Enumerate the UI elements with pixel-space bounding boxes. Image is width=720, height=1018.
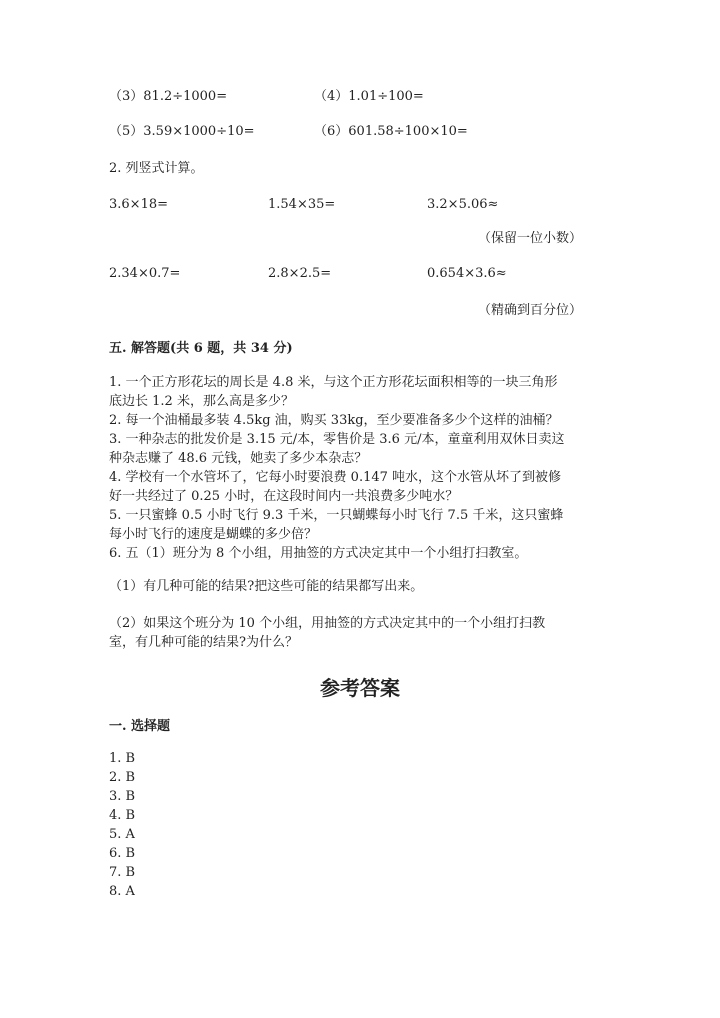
vertical-item: 3.6×18= [109,197,169,212]
problem-line: 3. 一种杂志的批发价是 3.15 元/本，零售价是 3.6 元/本，童童利用双休日卖这 [109,432,565,447]
answers-section-1-title: 一. 选择题 [109,719,171,734]
answer-item: 1. B [109,751,136,766]
answer-item: 2. B [109,770,136,785]
answer-item: 5. A [109,827,135,842]
answer-item: 6. B [109,846,136,861]
calc-item-5: （5）3.59×1000÷10= [109,124,255,139]
problem-line: 好一共经过了 0.25 小时，在这段时间内一共浪费多少吨水？ [109,489,459,504]
sub-question-1: （1）有几种可能的结果?把这些可能的结果都写出来。 [109,579,424,594]
problem-line: 种杂志赚了 48.6 元钱，她卖了多少本杂志？ [109,451,368,466]
problem-line: 底边长 1.2 米，那么高是多少？ [109,394,294,409]
vertical-note: （保留一位小数） [478,231,583,246]
vertical-item: 2.8×2.5= [268,266,332,281]
vertical-note: （精确到百分位） [478,303,583,318]
calc-item-6: （6）601.58÷100×10= [314,124,468,139]
vertical-calc-heading: 2. 列竖式计算。 [109,161,204,176]
problem-line: 4. 学校有一个水管坏了，它每小时要浪费 0.147 吨水，这个水管从坏了到被修 [109,470,562,485]
calc-item-3: （3）81.2÷1000= [109,89,228,104]
answer-item: 4. B [109,808,136,823]
vertical-item: 0.654×3.6≈ [427,266,507,281]
answers-title: 参考答案 [320,676,400,700]
answer-item: 7. B [109,865,136,880]
vertical-item: 2.34×0.7= [109,266,181,281]
problem-line: 2. 每一个油桶最多装 4.5kg 油，购买 33kg，至少要准备多少个这样的油桶？ [109,413,559,428]
problem-line: 5. 一只蜜蜂 0.5 小时飞行 9.3 千米，一只蝴蝶每小时飞行 7.5 千米，这只蜜蜂 [109,508,564,523]
problem-line: 1. 一个正方形花坛的周长是 4.8 米，与这个正方形花坛面积相等的一块三角形 [109,375,558,390]
answer-item: 8. A [109,884,135,899]
section-5-title: 五. 解答题(共 6 题，共 34 分) [109,341,293,356]
sub-question-2-line1: （2）如果这个班分为 10 个小组，用抽签的方式决定其中的一个小组打扫教 [109,616,546,631]
calc-item-4: （4）1.01÷100= [314,89,424,104]
sub-question-2-line2: 室，有几种可能的结果?为什么？ [109,635,298,650]
problem-line: 每小时飞行的速度是蝴蝶的多少倍？ [109,527,318,542]
vertical-item: 3.2×5.06≈ [427,197,499,212]
problem-line: 6. 五（1）班分为 8 个小组，用抽签的方式决定其中一个小组打扫教室。 [109,546,528,561]
vertical-item: 1.54×35= [268,197,336,212]
answer-item: 3. B [109,789,136,804]
